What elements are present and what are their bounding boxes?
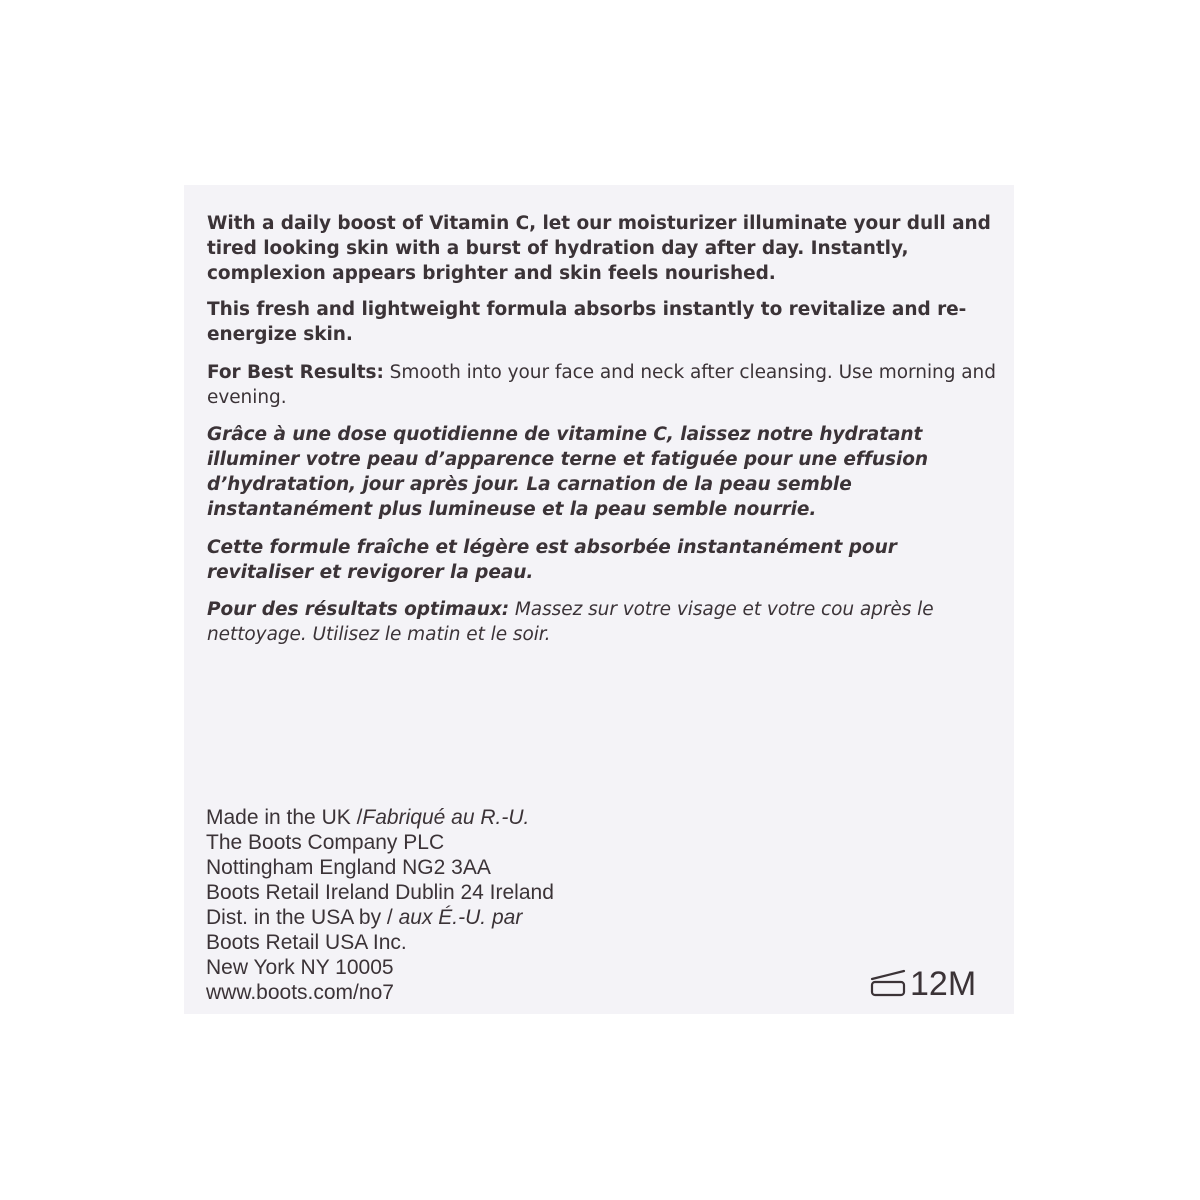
address-uk-line: Nottingham England NG2 3AA — [206, 856, 491, 879]
pao-label: 12M — [910, 965, 977, 1003]
english-formula: This fresh and lightweight formula absorbs instantly to revitalize and re-energize skin. — [207, 299, 967, 345]
dist-fr: aux É.-U. par — [398, 906, 523, 929]
label-panel — [184, 185, 1014, 1014]
resultats-text: Massez sur votre visage et votre cou après le nettoyage. Utilisez le matin et le soir. — [207, 599, 934, 645]
address-us-line: New York NY 10005 — [206, 956, 394, 979]
english-best-results — [207, 360, 997, 410]
dist-line — [206, 905, 806, 930]
made-in: Made in the UK / — [206, 806, 363, 829]
resultats-label: Pour des résultats optimaux: — [207, 599, 510, 620]
period-after-opening — [870, 961, 976, 1001]
best-results-label: For Best Results: — [207, 362, 384, 383]
dist: Dist. in the USA by / — [206, 906, 399, 929]
best-results-text: Smooth into your face and neck after cleansing. Use morning and evening. — [207, 362, 996, 408]
french-best-results — [207, 597, 997, 647]
english-intro: With a daily boost of Vitamin C, let our moisturizer illuminate your dull and tired looking skin with a burst of hydration day after day. Instantly, complexion appears brighter and skin feels nourished. — [207, 213, 991, 284]
french-intro: Grâce à une dose quotidienne de vitamine C, laissez notre hydratant illuminer votre peau d’apparence terne et fatiguée pour une effusion d’hydratation, jour après jour. La carnation de la peau semble instantanément plus lumineuse et la peau semble nourrie. — [207, 424, 929, 520]
made-in-fr: Fabriqué au R.-U. — [362, 806, 530, 829]
made-in-line — [206, 805, 806, 830]
us-company-line: Boots Retail USA Inc. — [206, 931, 407, 954]
address-ie-line: Boots Retail Ireland Dublin 24 Ireland — [206, 881, 554, 904]
open-jar-icon — [870, 969, 906, 997]
legal-block — [206, 805, 806, 1005]
company-line: The Boots Company PLC — [206, 831, 445, 854]
french-formula: Cette formule fraîche et légère est absorbée instantanément pour revitaliser et revigorer la peau. — [207, 537, 897, 583]
website-line: www.boots.com/no7 — [206, 981, 394, 1004]
